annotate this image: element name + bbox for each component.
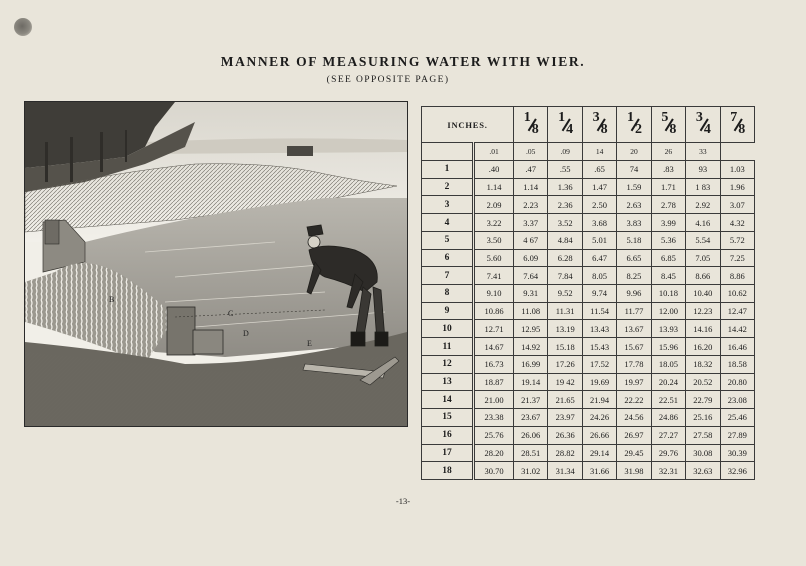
table-row bbox=[422, 285, 755, 303]
fraction-header-5: 5 8 bbox=[651, 107, 685, 143]
value-cell: 14.16 bbox=[686, 320, 720, 338]
value-cell: 10.40 bbox=[686, 285, 720, 303]
subheader-cell: 20 bbox=[617, 143, 651, 161]
value-cell: 2.23 bbox=[514, 196, 548, 214]
value-cell: 11.31 bbox=[548, 302, 582, 320]
inch-cell: 2 bbox=[422, 178, 474, 196]
value-cell: 25.46 bbox=[720, 409, 754, 427]
value-cell: .65 bbox=[582, 161, 616, 179]
table-row bbox=[422, 409, 755, 427]
table-row bbox=[422, 267, 755, 285]
value-cell: 30.70 bbox=[474, 462, 514, 480]
subheader-cell: .09 bbox=[548, 143, 582, 161]
value-cell: 21.00 bbox=[474, 391, 514, 409]
value-cell: 16.46 bbox=[720, 338, 754, 356]
value-cell: 7.84 bbox=[548, 267, 582, 285]
value-cell: 20.80 bbox=[720, 373, 754, 391]
inch-cell: 16 bbox=[422, 426, 474, 444]
value-cell: 93 bbox=[686, 161, 720, 179]
value-cell: 1.71 bbox=[651, 178, 685, 196]
subheader-cell: .01 bbox=[474, 143, 514, 161]
value-cell: 5.60 bbox=[474, 249, 514, 267]
value-cell: 10.86 bbox=[474, 302, 514, 320]
value-cell: 4.32 bbox=[720, 214, 754, 232]
subheader-cell: .05 bbox=[514, 143, 548, 161]
value-cell: 1.47 bbox=[582, 178, 616, 196]
page-subtitle: (SEE OPPOSITE PAGE) bbox=[326, 75, 450, 85]
label-d: D bbox=[243, 329, 249, 338]
value-cell: 15.67 bbox=[617, 338, 651, 356]
value-cell: 1.03 bbox=[720, 161, 754, 179]
table-row bbox=[422, 355, 755, 373]
value-cell: 15.18 bbox=[548, 338, 582, 356]
value-cell: 20.24 bbox=[651, 373, 685, 391]
value-cell: 5.01 bbox=[582, 231, 616, 249]
value-cell: 10.18 bbox=[651, 285, 685, 303]
inch-cell: 6 bbox=[422, 249, 474, 267]
fraction-header-2: 1 4 bbox=[548, 107, 582, 143]
value-cell: 26.06 bbox=[514, 426, 548, 444]
value-cell: 6.47 bbox=[582, 249, 616, 267]
table-row bbox=[422, 196, 755, 214]
value-cell: 3.50 bbox=[474, 231, 514, 249]
value-cell: 32.31 bbox=[651, 462, 685, 480]
table-row bbox=[422, 391, 755, 409]
value-cell: 9.31 bbox=[514, 285, 548, 303]
value-cell: 9.74 bbox=[582, 285, 616, 303]
value-cell: 7.25 bbox=[720, 249, 754, 267]
value-cell: 1.59 bbox=[617, 178, 651, 196]
value-cell: 22.79 bbox=[686, 391, 720, 409]
value-cell: 10.62 bbox=[720, 285, 754, 303]
value-cell: .47 bbox=[514, 161, 548, 179]
value-cell: 31.66 bbox=[582, 462, 616, 480]
inch-cell: 4 bbox=[422, 214, 474, 232]
table-row bbox=[422, 320, 755, 338]
value-cell: 14.42 bbox=[720, 320, 754, 338]
value-cell: 27.89 bbox=[720, 426, 754, 444]
inch-cell: 14 bbox=[422, 391, 474, 409]
value-cell: 12.47 bbox=[720, 302, 754, 320]
value-cell: 5.54 bbox=[686, 231, 720, 249]
value-cell: 7.05 bbox=[686, 249, 720, 267]
value-cell: 1.36 bbox=[548, 178, 582, 196]
value-cell: 8.05 bbox=[582, 267, 616, 285]
value-cell: 23.67 bbox=[514, 409, 548, 427]
subheader-cell: 26 bbox=[651, 143, 685, 161]
inch-cell: 8 bbox=[422, 285, 474, 303]
table-row bbox=[422, 338, 755, 356]
value-cell: 24.86 bbox=[651, 409, 685, 427]
fraction-header-1: 1 8 bbox=[514, 107, 548, 143]
value-cell: 16.73 bbox=[474, 355, 514, 373]
table-row bbox=[422, 249, 755, 267]
inch-cell: 13 bbox=[422, 373, 474, 391]
value-cell: 3.22 bbox=[474, 214, 514, 232]
fraction-header-7: 7 8 bbox=[720, 107, 754, 143]
inch-cell: 15 bbox=[422, 409, 474, 427]
value-cell: 24.56 bbox=[617, 409, 651, 427]
value-cell: 31.34 bbox=[548, 462, 582, 480]
value-cell: 22.51 bbox=[651, 391, 685, 409]
value-cell: 16.99 bbox=[514, 355, 548, 373]
value-cell: 19.14 bbox=[514, 373, 548, 391]
value-cell: 27.58 bbox=[686, 426, 720, 444]
value-cell: 16.20 bbox=[686, 338, 720, 356]
value-cell: 23.97 bbox=[548, 409, 582, 427]
inch-cell: 11 bbox=[422, 338, 474, 356]
table-row bbox=[422, 214, 755, 232]
label-e: E bbox=[307, 339, 312, 348]
value-cell: 11.54 bbox=[582, 302, 616, 320]
value-cell: 5.72 bbox=[720, 231, 754, 249]
table-row bbox=[422, 373, 755, 391]
value-cell: 29.45 bbox=[617, 444, 651, 462]
value-cell: 18.87 bbox=[474, 373, 514, 391]
value-cell: 15.96 bbox=[651, 338, 685, 356]
value-cell: 6.28 bbox=[548, 249, 582, 267]
value-cell: 2.78 bbox=[651, 196, 685, 214]
value-cell: 8.86 bbox=[720, 267, 754, 285]
table-row bbox=[422, 161, 755, 179]
value-cell: 13.19 bbox=[548, 320, 582, 338]
value-cell: 2.63 bbox=[617, 196, 651, 214]
value-cell: .83 bbox=[651, 161, 685, 179]
value-cell: 1 83 bbox=[686, 178, 720, 196]
value-cell: 17.78 bbox=[617, 355, 651, 373]
value-cell: 3.68 bbox=[582, 214, 616, 232]
value-cell: 23.08 bbox=[720, 391, 754, 409]
inch-cell: 1 bbox=[422, 161, 474, 179]
value-cell: 21.94 bbox=[582, 391, 616, 409]
inch-cell: 18 bbox=[422, 462, 474, 480]
value-cell: 6.65 bbox=[617, 249, 651, 267]
table-row bbox=[422, 426, 755, 444]
subheader-cell: 14 bbox=[582, 143, 616, 161]
value-cell: 30.39 bbox=[720, 444, 754, 462]
inches-header: INCHES. bbox=[422, 107, 514, 143]
value-cell: 20.52 bbox=[686, 373, 720, 391]
value-cell: 26.97 bbox=[617, 426, 651, 444]
fraction-header-3: 3 8 bbox=[582, 107, 616, 143]
value-cell: 26.36 bbox=[548, 426, 582, 444]
value-cell: 29.76 bbox=[651, 444, 685, 462]
value-cell: 6.09 bbox=[514, 249, 548, 267]
table-row bbox=[422, 444, 755, 462]
value-cell: 9.10 bbox=[474, 285, 514, 303]
table-row bbox=[422, 302, 755, 320]
value-cell: 13.67 bbox=[617, 320, 651, 338]
value-cell: 4 67 bbox=[514, 231, 548, 249]
table-row bbox=[422, 178, 755, 196]
value-cell: 12.00 bbox=[651, 302, 685, 320]
value-cell: 21.65 bbox=[548, 391, 582, 409]
value-cell: 15.43 bbox=[582, 338, 616, 356]
subheader-cell: 33 bbox=[686, 143, 720, 161]
inch-cell: 9 bbox=[422, 302, 474, 320]
value-cell: 18.58 bbox=[720, 355, 754, 373]
value-cell: 5.36 bbox=[651, 231, 685, 249]
value-cell: 25.16 bbox=[686, 409, 720, 427]
inch-cell: 17 bbox=[422, 444, 474, 462]
value-cell: 1.96 bbox=[720, 178, 754, 196]
value-cell: 14.67 bbox=[474, 338, 514, 356]
value-cell: 7.41 bbox=[474, 267, 514, 285]
value-cell: 8.45 bbox=[651, 267, 685, 285]
value-cell: 18.32 bbox=[686, 355, 720, 373]
value-cell: 14.92 bbox=[514, 338, 548, 356]
value-cell: 28.51 bbox=[514, 444, 548, 462]
value-cell: 19.69 bbox=[582, 373, 616, 391]
inch-cell: 7 bbox=[422, 267, 474, 285]
value-cell: 28.20 bbox=[474, 444, 514, 462]
value-cell: 31.98 bbox=[617, 462, 651, 480]
weir-flow-table bbox=[421, 106, 755, 480]
value-cell: 5.18 bbox=[617, 231, 651, 249]
value-cell: .40 bbox=[474, 161, 514, 179]
weir-measurement-illustration bbox=[24, 101, 408, 427]
value-cell: 23.38 bbox=[474, 409, 514, 427]
value-cell: 9.52 bbox=[548, 285, 582, 303]
value-cell: 12.71 bbox=[474, 320, 514, 338]
value-cell: 1.14 bbox=[474, 178, 514, 196]
value-cell: 17.52 bbox=[582, 355, 616, 373]
value-cell: 74 bbox=[617, 161, 651, 179]
value-cell: 13.93 bbox=[651, 320, 685, 338]
value-cell: 1.14 bbox=[514, 178, 548, 196]
value-cell: 2.09 bbox=[474, 196, 514, 214]
inch-cell: 10 bbox=[422, 320, 474, 338]
value-cell: 3.07 bbox=[720, 196, 754, 214]
value-cell: 3.37 bbox=[514, 214, 548, 232]
value-cell: 21.37 bbox=[514, 391, 548, 409]
value-cell: 4.84 bbox=[548, 231, 582, 249]
value-cell: 28.82 bbox=[548, 444, 582, 462]
page-number: -13- bbox=[395, 496, 411, 506]
value-cell: 22.22 bbox=[617, 391, 651, 409]
value-cell: 6.85 bbox=[651, 249, 685, 267]
value-cell: 12.23 bbox=[686, 302, 720, 320]
table-row bbox=[422, 462, 755, 480]
fraction-header-row bbox=[422, 107, 755, 143]
value-cell: 2.36 bbox=[548, 196, 582, 214]
value-cell: 3.83 bbox=[617, 214, 651, 232]
value-cell: 13.43 bbox=[582, 320, 616, 338]
table-row bbox=[422, 231, 755, 249]
value-cell: 11.77 bbox=[617, 302, 651, 320]
value-cell: 31.02 bbox=[514, 462, 548, 480]
value-cell: 18.05 bbox=[651, 355, 685, 373]
value-cell: 4.16 bbox=[686, 214, 720, 232]
inch-cell: 5 bbox=[422, 231, 474, 249]
value-cell: 17.26 bbox=[548, 355, 582, 373]
label-c: C bbox=[228, 309, 234, 318]
value-cell: .55 bbox=[548, 161, 582, 179]
value-cell: 32.63 bbox=[686, 462, 720, 480]
value-cell: 26.66 bbox=[582, 426, 616, 444]
value-cell: 30.08 bbox=[686, 444, 720, 462]
value-cell: 8.25 bbox=[617, 267, 651, 285]
value-cell: 32.96 bbox=[720, 462, 754, 480]
value-cell: 3.52 bbox=[548, 214, 582, 232]
fraction-header-6: 3 4 bbox=[686, 107, 720, 143]
value-cell: 2.50 bbox=[582, 196, 616, 214]
subheader-blank bbox=[422, 143, 474, 161]
value-cell: 11.08 bbox=[514, 302, 548, 320]
value-cell: 9.96 bbox=[617, 285, 651, 303]
value-cell: 12.95 bbox=[514, 320, 548, 338]
value-cell: 2.92 bbox=[686, 196, 720, 214]
label-b: B bbox=[109, 295, 115, 304]
value-cell: 25.76 bbox=[474, 426, 514, 444]
value-cell: 29.14 bbox=[582, 444, 616, 462]
value-cell: 24.26 bbox=[582, 409, 616, 427]
value-cell: 7.64 bbox=[514, 267, 548, 285]
value-cell: 27.27 bbox=[651, 426, 685, 444]
inch-cell: 12 bbox=[422, 355, 474, 373]
value-cell: 19.97 bbox=[617, 373, 651, 391]
fraction-header-4: 1 2 bbox=[617, 107, 651, 143]
inch-cell: 3 bbox=[422, 196, 474, 214]
page-title: MANNER OF MEASURING WATER WITH WIER. bbox=[220, 54, 586, 69]
binder-hole bbox=[14, 18, 32, 36]
value-cell: 3.99 bbox=[651, 214, 685, 232]
value-cell: 8.66 bbox=[686, 267, 720, 285]
value-cell: 19 42 bbox=[548, 373, 582, 391]
decimal-subheader-row bbox=[422, 143, 755, 161]
